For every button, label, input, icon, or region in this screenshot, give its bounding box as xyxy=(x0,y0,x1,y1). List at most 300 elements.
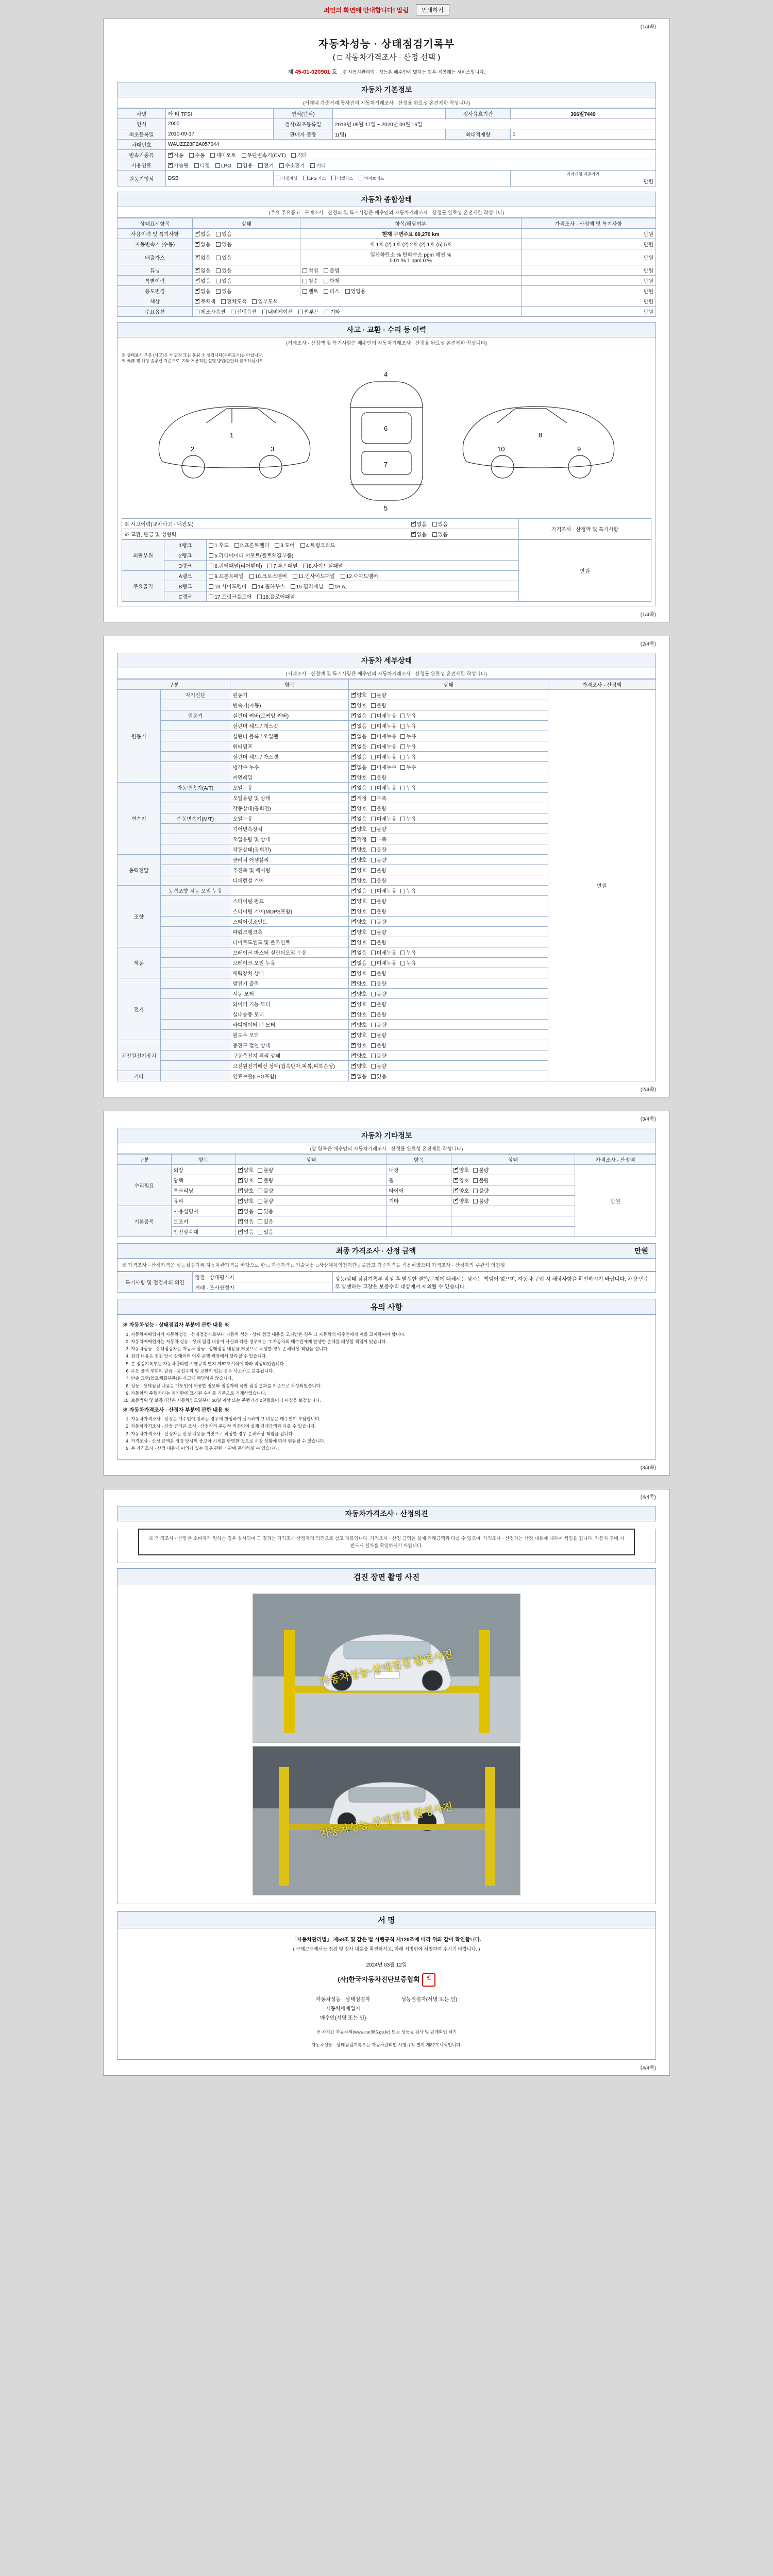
row-right: 만원 xyxy=(521,307,656,317)
signature-row-label: 자동차매매업자 xyxy=(325,2006,361,2012)
etc-option[interactable]: ✔ 양호 xyxy=(453,1166,469,1174)
detail-option[interactable]: ✔ 없음 xyxy=(351,815,366,822)
detail-item-options xyxy=(349,1009,548,1020)
detail-sub-label xyxy=(160,741,230,752)
detail-option[interactable]: ✔ 양호 xyxy=(351,938,366,946)
detail-option[interactable]: 불량 xyxy=(371,928,386,936)
etc-item-label-2: 타이어 xyxy=(386,1185,451,1196)
detail-option[interactable]: 불량 xyxy=(371,918,386,925)
state-none[interactable]: ✔ 없음 xyxy=(195,240,210,248)
etc-option[interactable]: ✔ 없음 xyxy=(238,1207,254,1215)
frame-front-panel[interactable]: 9.프론트패널 xyxy=(209,572,244,580)
page-mark-bottom-2: (2/4쪽) xyxy=(640,1087,656,1093)
fuel-type-options xyxy=(274,171,511,187)
signature-row-label: 자동차성능 · 상태점검자 xyxy=(315,1996,371,2003)
special-fire[interactable]: 화재 xyxy=(324,277,339,284)
detail-sub-label xyxy=(160,824,230,834)
frame-wheel-house[interactable]: 14.휠하우스 xyxy=(252,582,285,590)
detail-item-options xyxy=(349,958,548,968)
fuel-dual[interactable]: 겸용 xyxy=(237,161,253,169)
opinion-inspector: 점검 · 상태평가자 xyxy=(193,1272,333,1282)
etc-col-1b: 항목 xyxy=(386,1155,451,1165)
state-yes[interactable]: 있음 xyxy=(216,266,231,274)
opt-1[interactable]: LPG 가스 xyxy=(303,176,326,181)
detail-item-label: 워터펌프 xyxy=(230,741,349,752)
option-manual[interactable]: 수동 xyxy=(189,151,205,159)
detail-option[interactable]: 불량 xyxy=(371,969,386,977)
group-outer: 외판부위 xyxy=(122,540,164,571)
detail-option[interactable]: 불량 xyxy=(371,1062,386,1070)
detail-option[interactable]: 누유 xyxy=(400,784,416,791)
table-row xyxy=(117,286,656,296)
etc-option[interactable]: ✔ 양호 xyxy=(238,1197,254,1205)
detail-item-label: 배력장치 상태 xyxy=(230,968,349,978)
row-label: 원동기형식 xyxy=(117,171,166,187)
detail-option[interactable]: ✔ 양호 xyxy=(351,691,366,699)
state-none[interactable]: ✔ 없음 xyxy=(195,277,210,284)
photos-title: 검진 장면 촬영 사진 xyxy=(117,1568,656,1585)
frame-trunk-floor[interactable]: 17.트렁크플로어 xyxy=(209,592,251,600)
emission-values: 0.01 % 1 ppm 0 % xyxy=(390,258,432,264)
frame-cross-member[interactable]: 10.크로스멤버 xyxy=(249,572,287,580)
etc-option[interactable]: 있음 xyxy=(258,1228,273,1235)
frame-inside-panel[interactable]: 11.인사이드패널 xyxy=(293,572,335,580)
notice-list-item: 3. 자동차성능 · 상태점검자는 자동차 성능 · 상태점검 내용을 거짓으로 작성한 경우 손해배상 책임을 집니다. xyxy=(131,1346,650,1352)
state-yes[interactable]: 있음 xyxy=(216,240,231,248)
detail-item-label: 작동상태(공회전) xyxy=(230,844,349,855)
color-original[interactable]: ✔ 무채색 xyxy=(195,297,215,305)
detail-option[interactable]: 미세누유 xyxy=(371,815,397,822)
detail-option[interactable]: ✔ 양호 xyxy=(351,990,366,997)
detail-option[interactable]: 누유 xyxy=(400,959,416,967)
etc-item-options-2 xyxy=(451,1206,575,1216)
photo-lift-rear[interactable] xyxy=(253,1746,520,1895)
svg-text:1: 1 xyxy=(230,431,234,439)
detail-item-options xyxy=(349,947,548,958)
detail-option[interactable]: 불량 xyxy=(371,1041,386,1049)
part-front-fender[interactable]: 2.프론트휀더 xyxy=(234,541,270,549)
detail-item-options xyxy=(349,865,548,875)
row-label: 판매자 중량 xyxy=(274,129,333,140)
detail-option[interactable]: ✔ 양호 xyxy=(351,845,366,853)
detail-option[interactable]: 불량 xyxy=(371,1052,386,1059)
detail-option[interactable]: 불량 xyxy=(371,907,386,915)
col-head-0: 상태표시항목 xyxy=(117,218,193,229)
part-trunk-lid[interactable]: 4.트렁크리드 xyxy=(300,541,335,549)
detail-option[interactable]: 불량 xyxy=(371,773,386,781)
detail-option[interactable]: 불량 xyxy=(371,866,386,874)
detail-option[interactable]: ✔ 양호 xyxy=(351,928,366,936)
svg-text:8: 8 xyxy=(539,431,543,439)
detail-option[interactable]: ✔ 양호 xyxy=(351,1021,366,1028)
detail-sub-label: 동력조향 작동 오일 누유 xyxy=(160,886,230,896)
detail-option[interactable]: 불량 xyxy=(371,979,386,987)
table-row xyxy=(117,129,656,140)
detail-option[interactable]: 누수 xyxy=(400,763,416,771)
table-row xyxy=(117,296,656,307)
detail-item-options xyxy=(349,741,548,752)
docno-suffix: 호 xyxy=(331,69,338,75)
etc-item-label: 광택 xyxy=(171,1175,236,1185)
detail-option[interactable]: ✔ 양호 xyxy=(351,701,366,709)
detail-option[interactable]: ✔ 양호 xyxy=(351,1062,366,1070)
detail-option[interactable]: 부족 xyxy=(371,835,386,843)
frame-pillar-panel[interactable]: 15.필러패널 xyxy=(291,582,324,590)
accident-none[interactable]: ✔ 없음 xyxy=(411,520,427,528)
detail-option[interactable]: 불량 xyxy=(371,1000,386,1008)
etc-item-options-2 xyxy=(451,1196,575,1206)
detail-option[interactable]: 누유 xyxy=(400,722,416,730)
use-lease[interactable]: 리스 xyxy=(324,287,339,295)
row-value: 1 xyxy=(510,129,656,140)
etc-option[interactable]: ✔ 양호 xyxy=(453,1176,469,1184)
detail-sub-label xyxy=(160,844,230,855)
frame-floor-panel[interactable]: 18.플로어패널 xyxy=(257,592,295,600)
color-full-repaint[interactable]: 전체도색 xyxy=(221,297,247,305)
etc-option[interactable]: 있음 xyxy=(258,1217,273,1225)
opinion-table xyxy=(117,1272,656,1293)
option-auto[interactable]: ✔ 자동 xyxy=(168,151,183,159)
detail-option[interactable]: ✔ 없음 xyxy=(351,763,366,771)
etc-option[interactable]: 불량 xyxy=(473,1166,489,1174)
photo-lift-front[interactable] xyxy=(253,1594,520,1743)
part-radiator-support[interactable]: 5.라디에이터 서포트(볼트체결부품) xyxy=(209,551,293,559)
detail-item-options xyxy=(349,793,548,803)
etc-option[interactable]: 불량 xyxy=(473,1176,489,1184)
detail-option[interactable]: 누유 xyxy=(400,948,416,956)
detail-option[interactable]: 불량 xyxy=(371,1031,386,1039)
use-business[interactable]: 영업용 xyxy=(345,287,366,295)
part-quarter-panel[interactable]: 6.쿼터패널(리어휀더) xyxy=(209,562,262,569)
notice-list-item: 10. 보증범위 및 보증기간은 자동차인도일부터 30일 이상 또는 주행거리 2천킬로미터 이상을 보장합니다. xyxy=(131,1397,650,1403)
option-selected[interactable]: 선택옵션 xyxy=(231,308,257,315)
detail-option[interactable]: ✔ 양호 xyxy=(351,1000,366,1008)
option-other[interactable]: 기타 xyxy=(291,151,307,159)
detail-option[interactable]: 누유 xyxy=(400,815,416,822)
detail-option[interactable]: 미세누유 xyxy=(371,722,397,730)
part-door[interactable]: 3.도어 xyxy=(275,541,295,549)
option-cvt[interactable]: 무단변속기(CVT) xyxy=(242,151,286,159)
detail-option[interactable]: 미세누유 xyxy=(371,742,397,750)
detail-option[interactable]: 누유 xyxy=(400,742,416,750)
detail-option[interactable]: ✔ 양호 xyxy=(351,866,366,874)
row-label: 주요옵션 xyxy=(117,307,193,317)
option-navigation[interactable]: 내비게이션 xyxy=(262,308,293,315)
detail-option[interactable]: ✔ 양호 xyxy=(351,856,366,863)
etc-option[interactable]: 불량 xyxy=(473,1187,489,1194)
detail-sub-label xyxy=(160,917,230,927)
tuning-illegal[interactable]: 불법 xyxy=(324,266,339,274)
detail-option[interactable]: ✔ 양호 xyxy=(351,804,366,812)
detail-option[interactable]: ✔ 양호 xyxy=(351,1010,366,1018)
part-roof-panel[interactable]: 7.루프패널 xyxy=(267,562,297,569)
etc-col-2b: 상태 xyxy=(451,1155,575,1165)
special-flood[interactable]: 침수 xyxy=(303,277,318,284)
detail-item-label: 작동상태(공회전) xyxy=(230,803,349,814)
detail-option[interactable]: ✔ 양호 xyxy=(351,1041,366,1049)
detail-item-label: 실린더 헤드 / 가스켓 xyxy=(230,752,349,762)
detail-item-options xyxy=(349,968,548,978)
opt-2[interactable]: 디젤가스 xyxy=(331,176,353,181)
detail-sub-label xyxy=(160,721,230,731)
detail-option[interactable]: 불량 xyxy=(371,990,386,997)
detail-option[interactable]: ✔ 적정 xyxy=(351,835,366,843)
row-detail: 현재 구변주요 69,270 km xyxy=(300,229,521,239)
detail-item-options xyxy=(349,690,548,700)
detail-option[interactable]: 불량 xyxy=(371,825,386,833)
detail-option[interactable]: ✔ 없음 xyxy=(351,887,366,894)
state-yes[interactable]: 있음 xyxy=(216,287,231,295)
svg-text:6: 6 xyxy=(384,425,388,432)
signature-footer-2: 자동차성능 · 상태점검기록부는 자동차관리법 시행규칙 별지 제82호서식입니다. xyxy=(311,2042,462,2047)
detail-option[interactable]: ✔ 양호 xyxy=(351,979,366,987)
detail-option[interactable]: 누유 xyxy=(400,732,416,740)
signature-line-2: ( 구매고객께서는 점검 및 검사 내용을 확인하시고, 아래 서명란에 서명하여 주시기 바랍니다. ) xyxy=(293,1946,480,1952)
etc-item-label: 보조키 xyxy=(171,1216,236,1227)
opt-3[interactable]: 하이브리드 xyxy=(359,176,384,181)
detail-item-label: 커먼레일 xyxy=(230,772,349,783)
rank-c: C랭크 xyxy=(164,591,207,602)
etc-option[interactable]: ✔ 양호 xyxy=(238,1187,254,1194)
detail-option[interactable]: 부족 xyxy=(371,794,386,802)
row-value: 아 티 TFSI xyxy=(166,109,274,119)
fuel-diesel[interactable]: 디젤 xyxy=(194,161,210,169)
detail-option[interactable]: 미세누유 xyxy=(371,784,397,791)
detail-item-options xyxy=(349,834,548,844)
etc-option[interactable]: ✔ 양호 xyxy=(238,1176,254,1184)
svg-text:7: 7 xyxy=(384,461,388,468)
detail-option[interactable]: ✔ 양호 xyxy=(351,1052,366,1059)
document-number-line xyxy=(117,67,656,76)
detail-option[interactable]: 누유 xyxy=(400,711,416,719)
overall-state-table xyxy=(117,218,656,317)
detail-option[interactable]: 미세누유 xyxy=(371,959,397,967)
section-etc-note: (앞 항목은 매수인의 자동차거래조사 · 산정률 완료성 온전제한 작성니다) xyxy=(117,1143,656,1154)
detail-group-label: 동력전달 xyxy=(117,855,161,886)
state-none[interactable]: ✔ 없음 xyxy=(195,287,210,295)
detail-option[interactable]: ✔ 없음 xyxy=(351,732,366,740)
detail-option[interactable]: ✔ 적정 xyxy=(351,794,366,802)
detail-option[interactable]: 미세누유 xyxy=(371,711,397,719)
rank-3: 3랭크 xyxy=(164,561,207,571)
row-label: 최대적재량 xyxy=(446,129,510,140)
detail-option[interactable]: 불량 xyxy=(371,856,386,863)
etc-option[interactable]: 불량 xyxy=(258,1176,273,1184)
accident-parts-table xyxy=(122,539,651,602)
state-yes[interactable]: 있음 xyxy=(216,277,231,284)
option-maker[interactable]: 제조사옵션 xyxy=(195,308,225,315)
fuel-lpg[interactable]: LPG xyxy=(215,163,231,169)
detail-option[interactable]: 불량 xyxy=(371,938,386,946)
rank-2-items xyxy=(207,550,519,561)
detail-option[interactable]: 미세누유 xyxy=(371,887,397,894)
detail-item-label: 와이퍼 기능 모터 xyxy=(230,999,349,1009)
detail-item-label: 냉각수 누수 xyxy=(230,762,349,772)
table-row xyxy=(117,150,656,160)
row-detail xyxy=(193,296,521,307)
fuel-hydrogen[interactable]: 수소전기 xyxy=(279,161,305,169)
notice-list-item: 8. 성능 · 상태점검 내용은 매도인이 제공한 정보와 점검자의 육안 점검 결과를 기준으로 작성되었습니다. xyxy=(131,1383,650,1389)
notice-title: 유의 사항 xyxy=(117,1299,656,1315)
table-row xyxy=(117,249,656,265)
etc-option[interactable]: 불량 xyxy=(258,1197,273,1205)
detail-option[interactable]: 불량 xyxy=(371,691,386,699)
detail-option[interactable]: ✔ 양호 xyxy=(351,773,366,781)
print-button[interactable]: 인쇄하기 xyxy=(416,4,449,15)
final-price-note: ※ 가격조사 · 산정가격은 성능점검기록 자동차관가격을 바탕으로 한 □ 기준가격 □ 기술내용 □사상대차의전기간등을참고 기준가격을 적용하였으며 가격조사 · 산정자의 주관적 의견임 xyxy=(117,1259,656,1272)
detail-option[interactable]: 불량 xyxy=(371,876,386,884)
row-value xyxy=(332,109,445,119)
etc-item-options xyxy=(236,1165,386,1175)
detail-option[interactable]: 있음 xyxy=(371,1072,386,1080)
detail-item-options xyxy=(349,999,548,1009)
etc-option[interactable]: 불량 xyxy=(258,1166,273,1174)
detail-option[interactable]: 불량 xyxy=(371,897,386,905)
detail-option[interactable]: ✔ 없음 xyxy=(351,959,366,967)
fuel-gasoline[interactable]: ✔ 가솔린 xyxy=(168,161,189,169)
detail-option[interactable]: ✔ 양호 xyxy=(351,825,366,833)
col-head-3: 가격조사 · 산정액 및 특기사항 xyxy=(521,218,656,229)
detail-option[interactable]: 누유 xyxy=(400,753,416,760)
use-rent[interactable]: 렌트 xyxy=(303,287,318,295)
detail-option[interactable]: 미세누유 xyxy=(371,732,397,740)
repair-yes[interactable]: 있음 xyxy=(432,530,448,538)
detail-option[interactable]: 불량 xyxy=(371,1010,386,1018)
page-mark-bottom-1: (1/4쪽) xyxy=(640,612,656,618)
detail-item-label: 충전구 절연 상태 xyxy=(230,1040,349,1050)
state-none[interactable]: ✔ 없음 xyxy=(195,253,210,261)
fuel-options xyxy=(166,160,656,171)
detail-item-options xyxy=(349,1020,548,1030)
accident-yes[interactable]: 있음 xyxy=(432,520,448,528)
state-yes[interactable]: 있음 xyxy=(216,230,231,238)
detail-item-options xyxy=(349,896,548,906)
part-side-sill[interactable]: 8.사이드실패널 xyxy=(303,562,343,569)
detail-option[interactable]: ✔ 없음 xyxy=(351,753,366,760)
detail-col-3: 가격조사 · 산정액 xyxy=(548,680,656,690)
row-value: 2000 xyxy=(166,119,274,129)
detail-option[interactable]: ✔ 양호 xyxy=(351,918,366,925)
table-row xyxy=(117,119,656,129)
opt-0[interactable]: 디젤이십 xyxy=(276,176,297,181)
repair-none[interactable]: ✔ 없음 xyxy=(411,530,427,538)
basic-info-table xyxy=(117,108,656,187)
detail-sub-label xyxy=(160,937,230,947)
detail-item-label: 오일유량 및 상태 xyxy=(230,793,349,803)
state-yes[interactable]: 있음 xyxy=(216,253,231,261)
detail-sub-label xyxy=(160,1061,230,1071)
option-sunroof[interactable]: 썬루프 xyxy=(298,308,319,315)
frame-a-pillar[interactable]: 16.A, xyxy=(329,584,346,590)
etc-item-options-2 xyxy=(451,1165,575,1175)
row-state xyxy=(193,249,300,265)
notice-list-item: 6. 주요 골격 부위의 판금 · 용접수리 및 교환이 있는 경우 사고차로 분류됩니다. xyxy=(131,1368,650,1374)
detail-group-label: 변속기 xyxy=(117,783,161,855)
detail-item-options xyxy=(349,844,548,855)
etc-option[interactable]: 있음 xyxy=(258,1207,273,1215)
price-notice-title: 자동차가격조사 · 산정의견 xyxy=(117,1506,656,1521)
etc-option[interactable]: ✔ 없음 xyxy=(238,1228,254,1235)
row-label: 차명 xyxy=(117,109,166,119)
col-head-2: 항목/해당여부 xyxy=(300,218,521,229)
state-none[interactable]: ✔ 없음 xyxy=(195,266,210,274)
detail-item-options xyxy=(349,752,548,762)
detail-item-options xyxy=(349,783,548,793)
part-hood[interactable]: 1.후드 xyxy=(209,541,229,549)
detail-option[interactable]: ✔ 양호 xyxy=(351,1031,366,1039)
detail-col-2: 상태 xyxy=(349,680,548,690)
option-etc[interactable]: 기타 xyxy=(325,308,340,315)
signature-inspector[interactable] xyxy=(401,1995,457,2023)
detail-option[interactable]: 불량 xyxy=(371,804,386,812)
table-row xyxy=(117,276,656,286)
detail-option[interactable]: ✔ 없음 xyxy=(351,711,366,719)
etc-option[interactable]: ✔ 양호 xyxy=(238,1166,254,1174)
detail-item-label: 실린더 헤드 / 개스킷 xyxy=(230,721,349,731)
detail-option[interactable]: 미세누수 xyxy=(371,763,397,771)
tuning-legal[interactable]: 적법 xyxy=(303,266,318,274)
row-value: 1(명) xyxy=(332,129,445,140)
frame-side-member[interactable]: 12.사이드멤버 xyxy=(341,572,378,580)
etc-option[interactable]: ✔ 없음 xyxy=(238,1217,254,1225)
table-header-row xyxy=(117,680,656,690)
etc-option[interactable]: 불량 xyxy=(473,1197,489,1205)
etc-option[interactable]: 불량 xyxy=(258,1187,273,1194)
top-warning-text: 죄인의 화면에 안내합니다! 알림 xyxy=(324,6,409,14)
detail-sub-label xyxy=(160,1009,230,1020)
row-right: 만원 xyxy=(521,229,656,239)
state-none[interactable]: ✔ 없음 xyxy=(195,230,210,238)
detail-option[interactable]: ✔ 없음 xyxy=(351,722,366,730)
detail-option[interactable]: ✔ 양호 xyxy=(351,907,366,915)
detail-option[interactable]: 불량 xyxy=(371,1021,386,1028)
detail-option[interactable]: ✔ 양호 xyxy=(351,876,366,884)
fuel-other[interactable]: 기타 xyxy=(310,161,326,169)
color-partial-repaint[interactable]: 일부도색 xyxy=(252,297,278,305)
detail-option[interactable]: 누유 xyxy=(400,887,416,894)
etc-col-2: 상태 xyxy=(236,1155,386,1165)
detail-sub-label xyxy=(160,772,230,783)
detail-option[interactable]: ✔ 양호 xyxy=(351,969,366,977)
fuel-electric[interactable]: 전기 xyxy=(258,161,274,169)
row-detail xyxy=(300,265,521,276)
row-value: 2010-09-17 xyxy=(166,129,274,140)
detail-option[interactable]: 불량 xyxy=(371,701,386,709)
detail-option[interactable]: ✔ 없음 xyxy=(351,742,366,750)
frame-side-member-2[interactable]: 13.사이드멤버 xyxy=(209,582,246,590)
etc-option[interactable]: ✔ 양호 xyxy=(453,1197,469,1205)
detail-item-label: 디퍼렌셜 기어 xyxy=(230,875,349,886)
detail-option[interactable]: 미세누유 xyxy=(371,753,397,760)
etc-item-label: 룸크리닝 xyxy=(171,1185,236,1196)
detail-option[interactable]: ✔ 없음 xyxy=(351,948,366,956)
row-label: 용도변경 xyxy=(117,286,193,296)
option-semiauto[interactable]: 세미오토 xyxy=(210,151,236,159)
detail-option[interactable]: ✔ 없음 xyxy=(351,1072,366,1080)
etc-option[interactable]: ✔ 양호 xyxy=(453,1187,469,1194)
etc-item-label-2: 휠 xyxy=(386,1175,451,1185)
detail-option[interactable]: 불량 xyxy=(371,845,386,853)
rank-2: 2랭크 xyxy=(164,550,207,561)
detail-item-label: 오일누유 xyxy=(230,814,349,824)
etc-col-3: 가격조사 · 산정액 xyxy=(575,1155,656,1165)
detail-item-label: 스티어링 펌프 xyxy=(230,896,349,906)
detail-option[interactable]: ✔ 양호 xyxy=(351,897,366,905)
detail-option[interactable]: ✔ 없음 xyxy=(351,784,366,791)
detail-option[interactable]: 미세누유 xyxy=(371,948,397,956)
row-state xyxy=(193,286,300,296)
opinion-label: 특기사항 및 점검자의 의견 xyxy=(117,1272,193,1293)
